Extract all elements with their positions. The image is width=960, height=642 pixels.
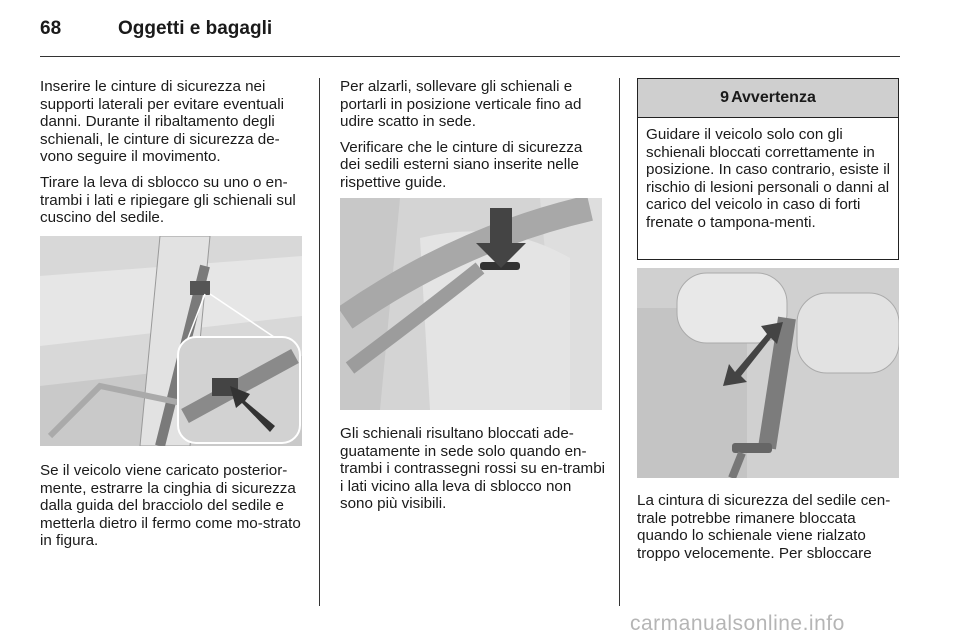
column-1-text-top [40,78,306,235]
column-divider-1 [319,78,320,606]
center-belt-illustration [637,268,899,478]
warning-header [638,79,898,118]
header-rule [40,56,900,57]
figure-center-belt [637,268,899,478]
warning-title: Avvertenza [731,89,816,106]
paragraph-check-belts: Verificare che le cinture di sicurezza dei sedili esterni siano inserite nelle rispettive guide. [340,138,583,191]
column-1-text-bottom [40,462,306,558]
paragraph-seatbelt-supports: Inserire le cinture di sicurezza nei supporti laterali per evitare eventuali danni. Durante il ribaltamento degli schienali, le cinture di sicurezza de-vono seguire il movimento. [40,78,284,166]
paragraph-locked-markers: Gli schienali risultano bloccati ade-guatamente in sede solo quando en-trambi i contrassegni rossi su en-trambi i lati vicino alla leva di sblocco non sono più visibili. [340,425,606,513]
figure-backrest-marker [340,198,602,410]
paragraph-center-belt: La cintura di sicurezza del sedile cen-trale potrebbe rimanere bloccata quando lo schienale viene rialzato troppo velocemente. Per sbloccare [637,492,891,562]
figure-seat-belt-guide [40,236,302,446]
warning-box [637,78,899,260]
page-header [40,18,272,40]
warning-triangle-icon: 9 [720,89,730,106]
paragraph-raise-backrests: Per alzarli, sollevare gli schienali e portarli in posizione verticale fino ad udire scatto in sede. [340,78,582,131]
column-3-text [637,492,901,570]
page-number: 68 [40,18,62,39]
seat-belt-guide-illustration [40,236,302,446]
warning-text: Guidare il veicolo solo con gli schienali bloccati correttamente in posizione. In caso contrario, esiste il rischio di lesioni personali o danni al carico del veicolo in caso di forti frenate o tampona-menti. [646,126,890,231]
column-2-text-top [340,78,606,200]
page-title: Oggetti e bagagli [118,18,273,39]
backrest-marker-illustration [340,198,602,410]
watermark: carmanualsonline.info [630,612,845,635]
paragraph-rear-loading: Se il veicolo viene caricato posterior-mente, estrarre la cinghia di sicurezza dalla guida del bracciolo del sedile e metterla dietro il fermo come mo-strato in figura. [40,462,301,550]
column-2-text-bottom [340,425,606,521]
paragraph-release-lever: Tirare la leva di sblocco su uno o en-trambi i lati e ripiegare gli schienali sul cuscino del sedile. [40,173,296,227]
column-divider-2 [619,78,620,606]
